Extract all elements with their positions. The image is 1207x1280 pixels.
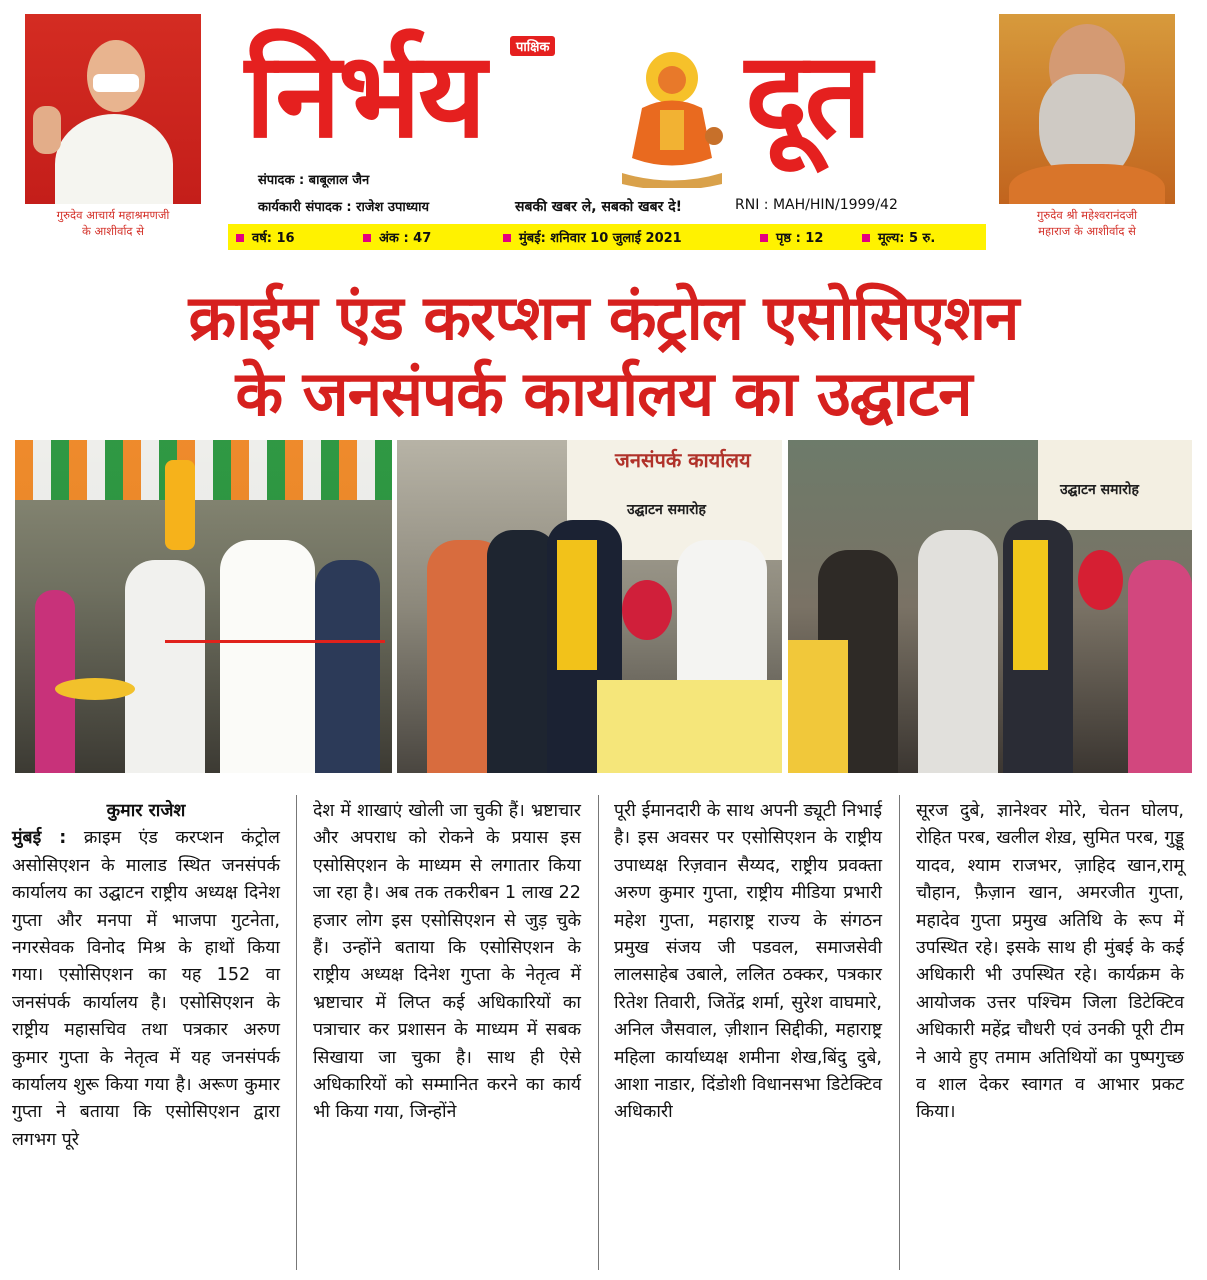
date-info: मुंबई: शनिवार 10 जुलाई 2021 [503,228,682,246]
article-text-col-2: देश में शाखाएं खोली जा चुकी हैं। भ्रष्टाचार और अपराध को रोकने के प्रयास इस एसोसिएशन के माध्यम से लगातार किया जा रहा है। अब तक तकरीबन 1 लाख 22 हजार लोग इस एसोसिएशन से जुड़ चुके हैं। उन्होंने बताया कि एसोसिएशन के राष्ट्रीय अध्यक्ष दिनेश गुप्ता के नेतृत्व में भ्रष्टाचार में लिप्त कई अधिकारियों का पत्राचार कर प्रशासन के माध्यम में सबक सिखाया जा चुका है। साथ ही ऐसे अधिकारियों को सम्मानित करने का कार्य भी किया गया, जिन्होंने [313,801,581,1123]
executive-editor-line: कार्यकारी संपादक : राजेश उपाध्याय [258,200,430,215]
event-photo-ribbon-cutting [15,440,392,773]
article-column-2 [313,798,581,1127]
masthead-title-left: निर्भय [245,26,484,164]
masthead-title-right: दूत [745,26,869,164]
year-info: वर्ष: 16 [236,228,295,246]
column-divider [296,795,297,1270]
column-divider [899,795,900,1270]
issue-info: अंक : 47 [363,228,431,246]
right-caption-line-1: गुरुदेव श्री महेश्वरानंदजी [1036,208,1138,222]
masthead [0,0,1207,265]
left-portrait-image [25,14,201,204]
editor-line: संपादक : बाबूलाल जैन [258,173,370,188]
price-info: मूल्य: 5 रु. [862,228,935,246]
deity-emblem-icon [602,38,742,188]
banner-text-3: उद्घाटन समारोह [1060,482,1139,498]
byline: कुमार राजेश [106,801,186,821]
headline-line-2: के जनसंपर्क कार्यालय का उद्घाटन [235,357,972,430]
banner-text-2: उद्घाटन समारोह [627,502,706,518]
article-column-3 [614,798,882,1127]
slogan: सबकी खबर ले, सबको खबर दे! [515,199,683,215]
right-portrait-image [999,14,1175,204]
dateline: मुंबई : [12,828,67,849]
article-column-1 [12,798,280,1154]
frequency-badge: पाक्षिक [510,36,555,56]
article-text-col-3: पूरी ईमानदारी के साथ अपनी ड्यूटी निभाई है। इस अवसर पर एसोसिएशन के राष्ट्रीय उपाध्यक्ष रिज़वान सैय्यद, राष्ट्रीय प्रवक्ता अरुण कुमार गुप्ता, राष्ट्रीय मीडिया प्रभारी महेश गुप्ता, महाराष्ट्र राज्य के संगठन प्रमुख संजय जी पडवल, समाजसेवी लालसाहेब उबाले, ललित ठक्कर, पत्रकार रितेश तिवारी, जितेंद्र शर्मा, सुरेश वाघमारे, अनिल जैसवाल, ज़ीशान सिद्दीकी, महाराष्ट्र महिला कार्याध्यक्ष शमीना शेख,बिंदु दुबे, आशा नाडार, दिंडोशी विधानसभा डिटेक्टिव अधिकारी [614,801,882,1123]
article-column-4 [916,798,1184,1127]
headline-line-1: क्राईम एंड करप्शन कंट्रोल एसोसिएशन [188,281,1019,354]
left-caption-line-1: गुरुदेव आचार्य महाश्रमणजी [56,208,170,222]
info-bar [228,224,986,250]
left-portrait-caption [25,207,201,239]
rni-number: RNI : MAH/HIN/1999/42 [735,197,898,213]
article-text-col-1: क्राइम एंड करप्शन कंट्रोल असोसिएशन के मालाड स्थित जनसंपर्क कार्यालय का उद्घाटन राष्ट्रीय अध्यक्ष दिनेश गुप्ता और मनपा में भाजपा गुटनेता, नगरसेवक विनोद मिश्र के हाथों किया गया। एसोसिएशन का यह 152 वा जनसंपर्क कार्यालय है। एसोसिएशन के राष्ट्रीय महासचिव तथा पत्रकार अरुण कुमार गुप्ता के नेतृत्व में यह जनसंपर्क कार्यालय शुरू किया गया है। अरूण कुमार गुप्ता ने बताया कि एसोसिएशन द्वारा लगभग पूरे [12,828,280,1150]
column-divider [598,795,599,1270]
article-text-col-4: सूरज दुबे, ज्ञानेश्वर मोरे, चेतन घोलप, रोहित परब, खलील शेख़, सुमित परब, गुड्डू यादव, श्याम राजभर, ज़ाहिद खान,रामू चौहान, फ़ैज़ान खान, अमरजीत गुप्ता, महादेव गुप्ता प्रमुख अतिथि के रूप में उपस्थित रहे। इसके साथ ही मुंबई के कई अधिकारी भी उपस्थित रहे। कार्यक्रम के आयोजक उत्तर पश्चिम जिला डिटेक्टिव अधिकारी महेंद्र चौधरी एवं उनकी पूरी टीम ने आये हुए तमाम अतिथियों का पुष्पगुच्छ व शाल देकर स्वागत व आभार प्रकट किया। [916,801,1184,1123]
left-caption-line-2: के आशीर्वाद से [82,224,144,238]
right-portrait-caption [999,207,1175,239]
banner-text-1: जनसंपर्क कार्यालय [615,448,751,472]
pages-info: पृष्ठ : 12 [760,228,823,246]
event-photo-bouquet [788,440,1192,773]
right-caption-line-2: महाराज के आशीर्वाद से [1038,224,1136,238]
event-photo-felicitation [397,440,782,773]
